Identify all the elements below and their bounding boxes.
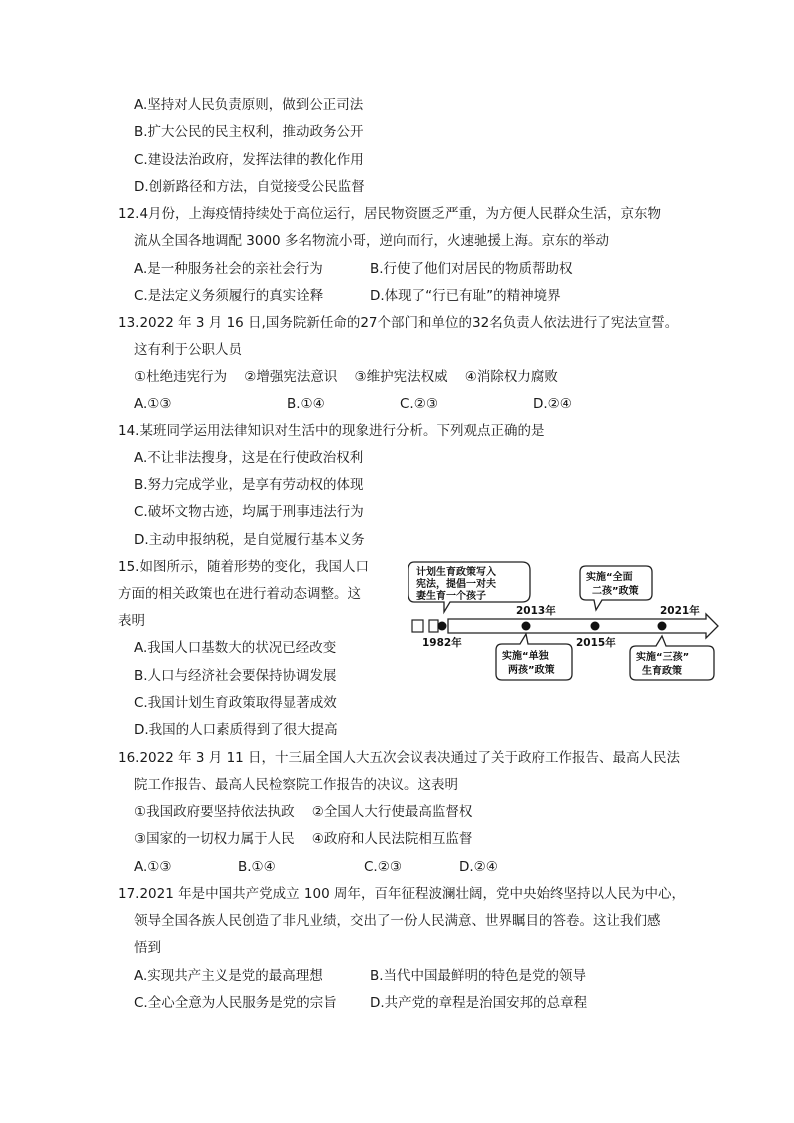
q12-stem-line2: 流从全国各地调配 3000 多名物流小哥，逆向而行，火速驰援上海。京东的举动 [134, 233, 609, 249]
callout-1982-line2: 宪法，提倡一对夫 [416, 579, 496, 590]
q12-option-c: C.是法定义务须履行的真实诠释 [134, 288, 324, 304]
timeline-year-2021: 2021年 [660, 605, 700, 617]
q12-option-d: D.体现了“行已有耻”的精神境界 [370, 288, 561, 304]
q11-option-b: B.扩大公民的民主权利，推动政务公开 [134, 124, 364, 140]
q11-option-d: D.创新路径和方法，自觉接受公民监督 [134, 179, 365, 195]
q15-stem-line2: 方面的相关政策也在进行着动态调整。这 [118, 586, 361, 602]
callout-2013-line2: 两孩”政策 [508, 665, 555, 676]
callout-1982 [408, 562, 530, 612]
q16-option-a: A.①③ [134, 859, 172, 875]
q16-option-c: C.②③ [364, 859, 402, 875]
q14-option-c: C.破坏文物古迹，均属于刑事违法行为 [134, 504, 364, 520]
q11-option-c: C.建设法治政府，发挥法律的教化作用 [134, 152, 364, 168]
q17-option-a: A.实现共产主义是党的最高理想 [134, 968, 323, 984]
q15-stem-line3: 表明 [118, 613, 145, 629]
q15-option-b: B.人口与经济社会要保持协调发展 [134, 668, 337, 684]
q14-option-d: D.主动申报纳税，是自觉履行基本义务 [134, 532, 365, 548]
timeline-dot-2021 [658, 622, 667, 631]
q17-stem-line2: 领导全国各族人民创造了非凡业绩，交出了一份人民满意、世界瞩目的答卷。这让我们感 [134, 913, 661, 929]
population-policy-timeline [408, 558, 726, 688]
q13-option-d: D.②④ [533, 396, 572, 412]
timeline-year-2015: 2015年 [576, 637, 616, 649]
q17-option-b: B.当代中国最鲜明的特色是党的领导 [370, 968, 587, 984]
q15-option-a: A.我国人口基数大的状况已经改变 [134, 640, 337, 656]
q17-stem-line3: 悟到 [134, 940, 161, 956]
callout-2013-line1: 实施“单独 [502, 651, 549, 662]
callout-2013 [496, 634, 572, 680]
timeline-arrow [448, 614, 718, 638]
q12-option-b: B.行使了他们对居民的物质帮助权 [370, 261, 573, 277]
q15-stem-line1: 15.如图所示，随着形势的变化，我国人口 [118, 559, 369, 575]
timeline-year-1982: 1982年 [422, 637, 462, 649]
q17-stem-line1: 17.2021 年是中国共产党成立 100 周年，百年征程波澜壮阔，党中央始终坚持以人民为中心， [118, 886, 685, 902]
q15-option-d: D.我国的人口素质得到了很大提高 [134, 722, 338, 738]
callout-2015-line2: 二孩”政策 [592, 586, 639, 597]
q14-option-a: A.不让非法搜身，这是在行使政治权利 [134, 450, 364, 466]
callout-1982-line1: 计划生育政策写入 [416, 567, 496, 578]
q12-option-a: A.是一种服务社会的亲社会行为 [134, 261, 323, 277]
timeline-year-2013: 2013年 [516, 605, 556, 617]
q16-items-2: ③国家的一切权力属于人民 ④政府和人民法院相互监督 [134, 831, 473, 847]
timeline-dot-2013 [522, 622, 531, 631]
q13-stem-line1: 13.2022 年 3 月 16 日,国务院新任命的27个部门和单位的32名负责人依法进行了宪法宣誓。 [118, 315, 679, 331]
callout-2021-line2: 生育政策 [642, 666, 682, 677]
timeline-1982-box [429, 620, 438, 632]
timeline-dot-2015 [591, 622, 600, 631]
callout-2015 [580, 566, 652, 610]
timeline-start-box [412, 620, 423, 632]
callout-1982-line3: 妻生育一个孩子 [416, 591, 486, 602]
q14-option-b: B.努力完成学业，是享有劳动权的体现 [134, 477, 364, 493]
q16-stem-line2: 院工作报告、最高人民检察院工作报告的决议。这表明 [134, 777, 458, 793]
q11-option-a: A.坚持对人民负责原则，做到公正司法 [134, 97, 364, 113]
q17-option-c: C.全心全意为人民服务是党的宗旨 [134, 995, 337, 1011]
q16-stem-line1: 16.2022 年 3 月 11 日，十三届全国人大五次会议表决通过了关于政府工作报告、最高人民法 [118, 750, 681, 766]
q13-items: ①杜绝违宪行为 ②增强宪法意识 ③维护宪法权威 ④消除权力腐败 [134, 369, 558, 385]
q14-stem-line1: 14.某班同学运用法律知识对生活中的现象进行分析。下列观点正确的是 [118, 423, 545, 439]
q17-option-d: D.共产党的章程是治国安邦的总章程 [370, 995, 588, 1011]
q13-stem-line2: 这有利于公职人员 [134, 342, 242, 358]
q16-option-d: D.②④ [459, 859, 498, 875]
q13-option-c: C.②③ [400, 396, 438, 412]
q13-option-a: A.①③ [134, 396, 172, 412]
callout-2015-line1: 实施“全面 [586, 572, 633, 583]
q13-option-b: B.①④ [287, 396, 325, 412]
timeline-dot-1982 [438, 622, 447, 631]
q15-option-c: C.我国计划生育政策取得显著成效 [134, 695, 337, 711]
callout-2021-line1: 实施“三孩” [636, 652, 690, 663]
callout-2021 [630, 636, 714, 680]
q16-option-b: B.①④ [238, 859, 276, 875]
q16-items-1: ①我国政府要坚持依法执政 ②全国人大行使最高监督权 [134, 804, 473, 820]
q12-stem-line1: 12.4月份，上海疫情持续处于高位运行，居民物资匮乏严重，为方便人民群众生活，京东物 [118, 206, 662, 222]
